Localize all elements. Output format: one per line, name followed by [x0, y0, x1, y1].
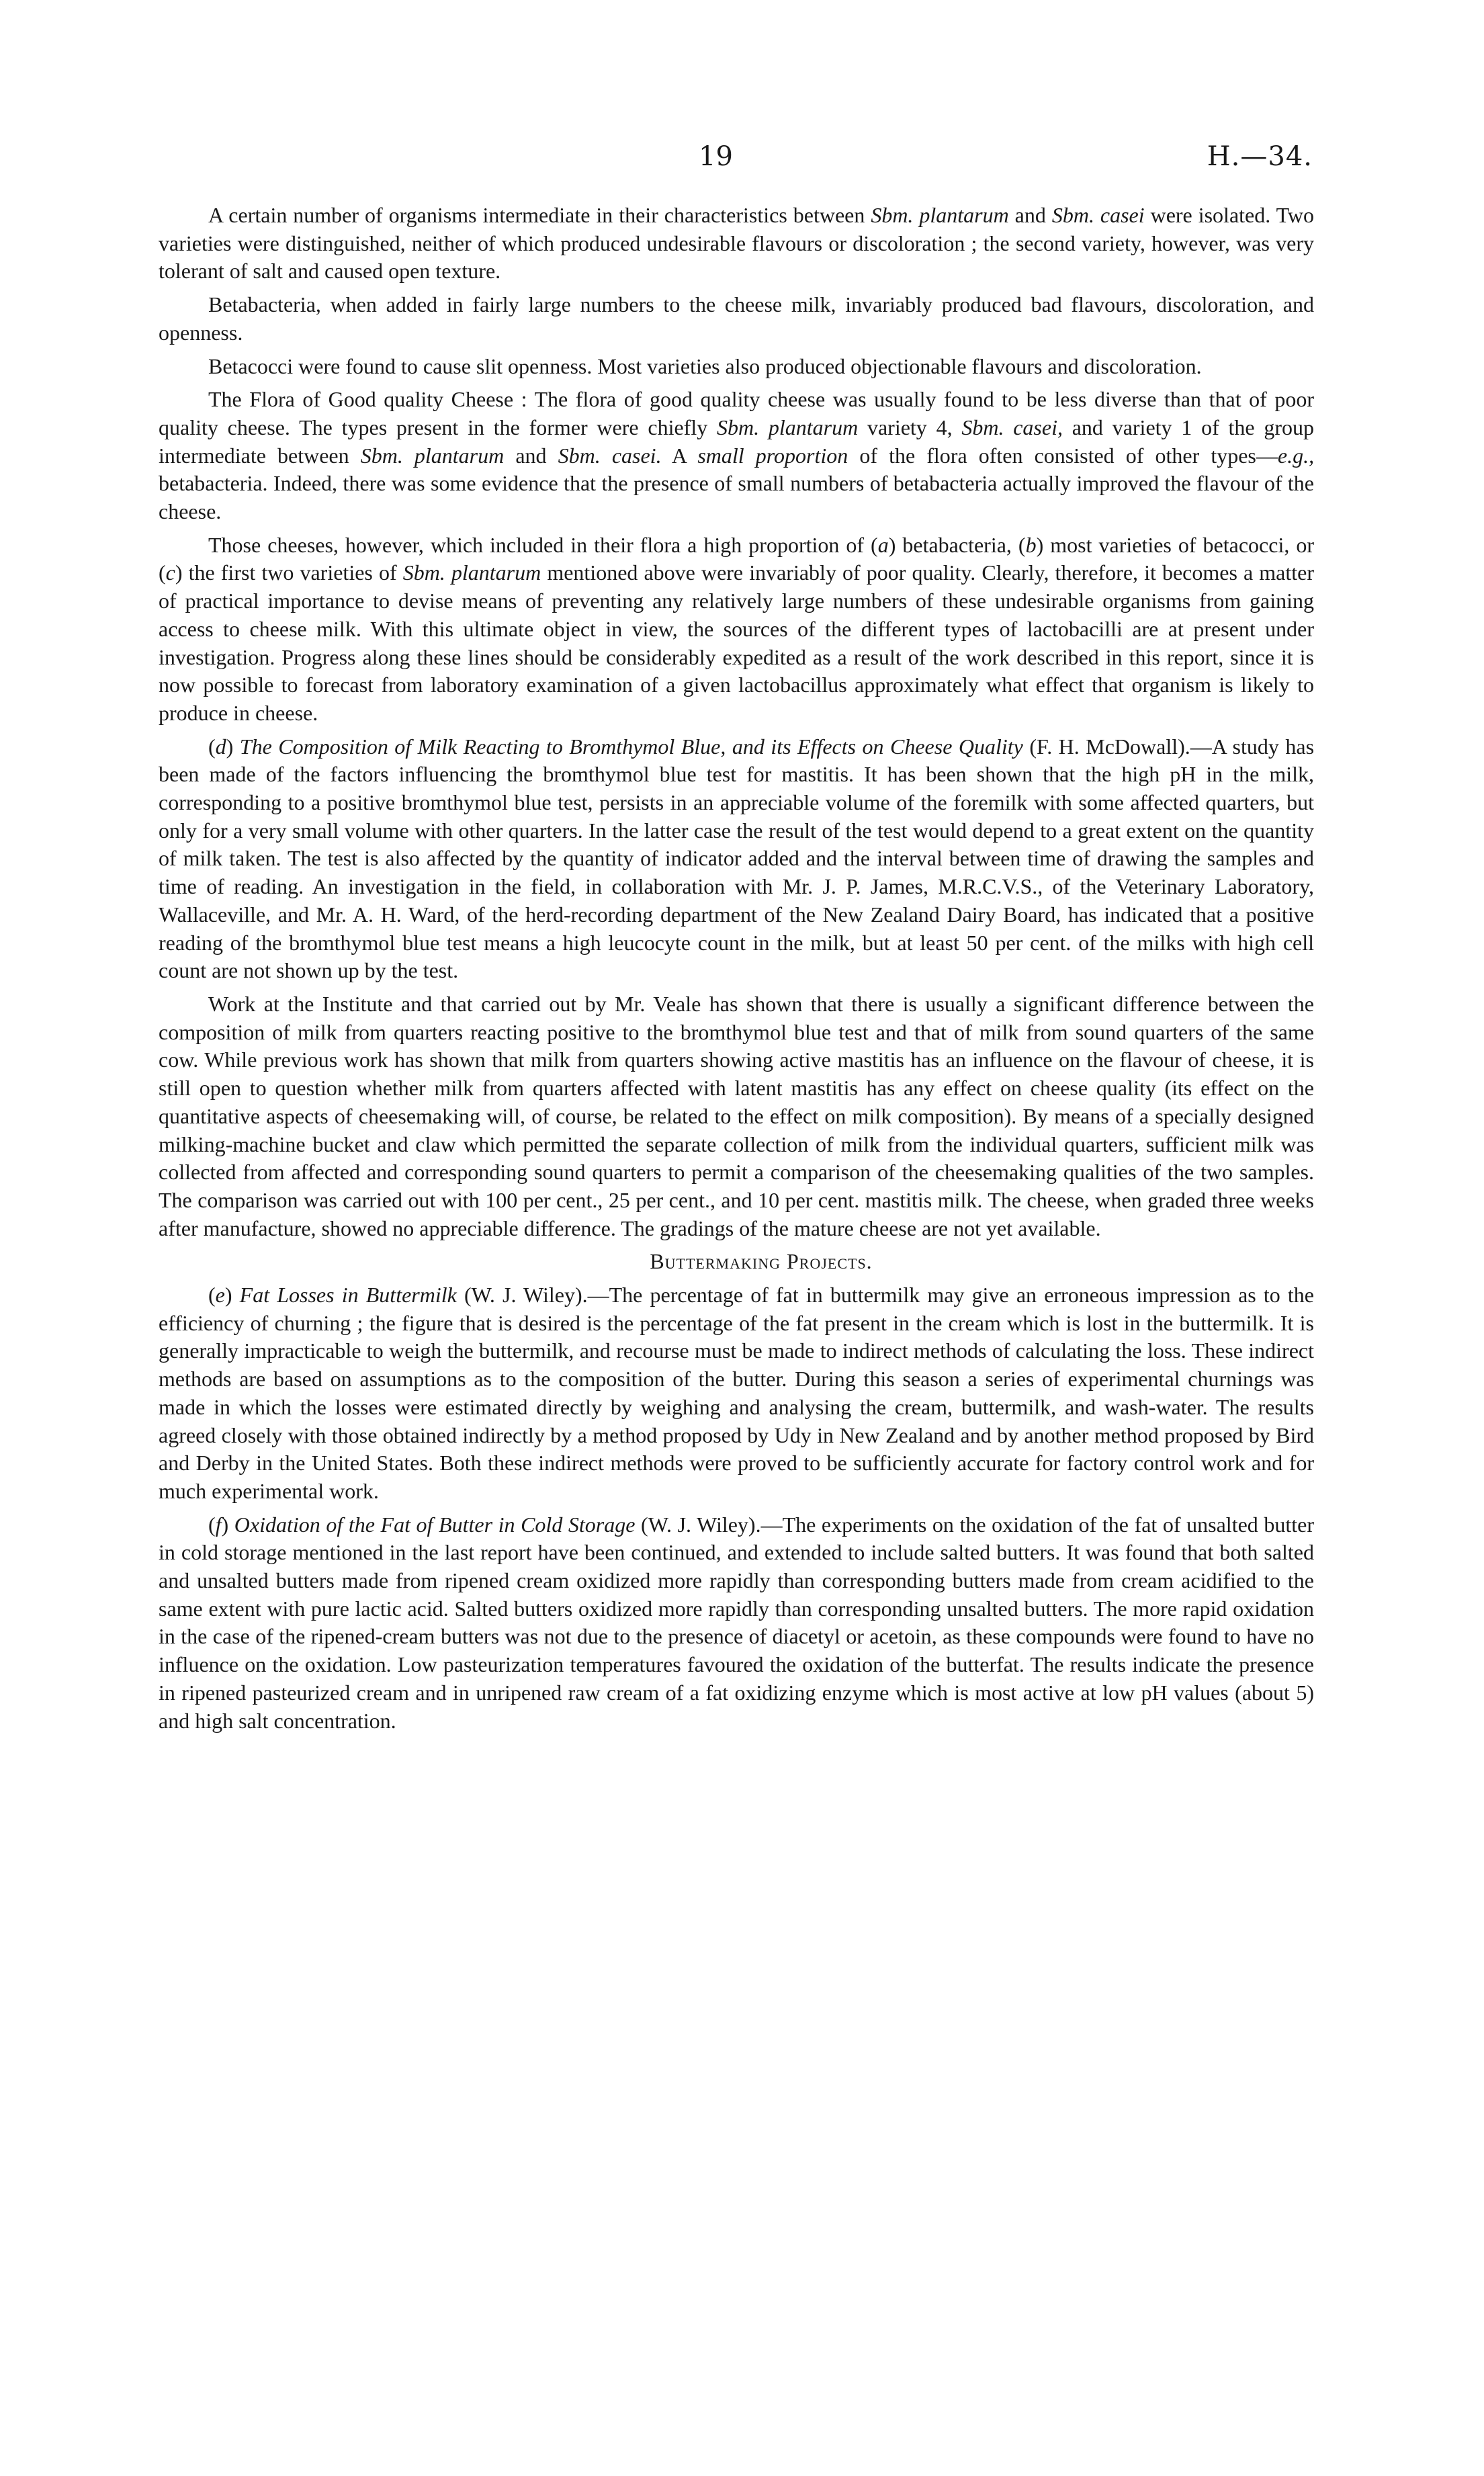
italic-text: Oxidation of the Fat of Butter in Cold Storage: [234, 1512, 636, 1537]
paragraph-betacocci: Betacocci were found to cause slit openness. Most varieties also produced objectionable flavours and discoloration.: [208, 353, 1202, 378]
italic-text: Sbm. plantarum: [871, 203, 1009, 227]
italic-text: Sbm. casei,: [961, 415, 1063, 439]
italic-text: Sbm. plantarum: [716, 415, 859, 439]
italic-text: The Composition of Milk Reacting to Bromthymol Blue, and its Effects on Cheese Quality: [239, 734, 1023, 759]
italic-text: c: [165, 560, 175, 585]
paragraph-bromthymol-blue: (d) The Composition of Milk Reacting to Bromthymol Blue, and its Effects on Cheese Quality (F. H. McDowall).—A study has been made of the factors influencing the bromthymol blue test for mastitis. It has been shown that the high pH in the milk, corresponding to a positive bromthymol blue test, persists in an appreciable volume of the foremilk with some affected quarters, but only for a very small volume with other quarters. In the latter case the result of the test would depend to a great extent on the quantity of milk taken. The test is also affected by the quantity of indicator added and the interval between time of drawing the samples and time of reading. An investigation in the field, in collaboration with Mr. J. P. James, M.R.C.V.S., of the Veterinary Laboratory, Wallaceville, and Mr. A. H. Ward, of the herd-recording department of the New Zealand Dairy Board, has indicated that a positive reading of the bromthymol blue test means a high leucocyte count in the milk, but at least 50 per cent. of the milks with high cell count are not shown up by the test.: [159, 734, 1315, 983]
italic-text: d: [215, 734, 226, 759]
italic-text: small proportion: [697, 443, 848, 468]
italic-text: e: [215, 1283, 225, 1308]
section-heading: Buttermaking Projects.: [650, 1249, 873, 1274]
paragraph-poor-quality-cheeses: Those cheeses, however, which included in their flora a high proportion of (a) betabacteria, (b) most varieties of betacocci, or (c) the first two varieties of Sbm. plantarum mentioned above were invariably of poor quality. Clearly, therefore, it becomes a matter of practical importance to devise means of preventing any relatively large numbers of these undesirable organisms from gaining access to cheese milk. With this ultimate object in view, the sources of the different types of lactobacilli are at present under investigation. Progress along these lines should be considerably expedited as a result of the work described in this report, since it is now possible to forecast from laboratory examination of a given lactobacillus approximately what effect that organism is likely to produce in cheese.: [159, 532, 1315, 725]
paragraph-intermediate-organisms: A certain number of organisms intermediate in their characteristics between Sbm. plantarum and Sbm. casei were isolated. Two varieties were distinguished, neither of which produced undesirable flavours or discoloration ; the second variety, however, was very tolerant of salt and caused open texture.: [159, 203, 1315, 284]
paragraph-mastitis-work: Work at the Institute and that carried out by Mr. Veale has shown that there is usually a significant difference between the composition of milk from quarters reacting positive to the bromthymol blue test and that of milk from sound quarters of the same cow. While previous work has shown that milk from quarters showing active mastitis has an influence on the flavour of cheese, it is still open to question whether milk from quarters affected with latent mastitis has any effect on cheese quality (its effect on the quantitative aspects of cheesemaking will, of course, be related to the effect on milk composition). By means of a specially designed milking-machine bucket and claw which permitted the separate collection of milk from the individual quarters, sufficient milk was collected from affected and corresponding sound quarters to permit a comparison of the cheesemaking qualities of the two samples. The comparison was carried out with 100 per cent., 25 per cent., and 10 per cent. mastitis milk. The cheese, when graded three weeks after manufacture, showed no appreciable difference. The gradings of the mature cheese are not yet available.: [159, 991, 1314, 1240]
italic-text: Fat Losses in Buttermilk: [239, 1283, 457, 1308]
italic-text: Sbm. casei.: [558, 443, 662, 468]
paragraph-oxidation: (f) Oxidation of the Fat of Butter in Cold Storage (W. J. Wiley).—The experiments on the oxidation of the fat of unsalted butter in cold storage mentioned in the last report have been continued, and extended to include salted butters. It was found that both salted and unsalted butters made from ripened cream oxidized more rapidly than corresponding butters made from cream acidified to the same extent with pure lactic acid. Salted butters oxidized more rapidly than corresponding unsalted butters. The more rapid oxidation in the case of the ripened-cream butters was not due to the presence of diacetyl or acetoin, as these compounds were found to have no influence on the oxidation. Low pasteurization temperatures favoured the oxidation of the butterfat. The results indicate the presence in ripened pasteurized cream and in unripened raw cream of a fat oxidizing enzyme which is most active at low pH values (about 5) and high salt concentration.: [159, 1512, 1315, 1733]
italic-text: e.g.,: [1277, 443, 1315, 468]
paragraph-betabacteria: Betabacteria, when added in fairly large numbers to the cheese milk, invariably produced bad flavours, discoloration, and openness.: [159, 292, 1314, 345]
italic-text: Sbm. plantarum: [402, 560, 541, 585]
italic-text: f: [215, 1512, 222, 1537]
document-reference: H.—34.: [1207, 141, 1313, 172]
document-body: [159, 202, 1314, 1740]
italic-text: a: [877, 532, 889, 557]
italic-text: Sbm. casei: [1051, 203, 1145, 227]
page-number: 19: [699, 141, 733, 172]
page-header: [0, 141, 1484, 181]
italic-text: b: [1025, 532, 1037, 557]
italic-text: Sbm. plantarum: [360, 443, 505, 468]
paragraph-good-quality-flora: The Flora of Good quality Cheese : The flora of good quality cheese was usually found to be less diverse than that of poor quality cheese. The types present in the former were chiefly Sbm. plantarum variety 4, Sbm. casei, and variety 1 of the group intermediate between Sbm. plantarum and Sbm. casei. A small proportion of the flora often consisted of other types—e.g., betabacteria. Indeed, there was some evidence that the presence of small numbers of betabacteria actually improved the flavour of the cheese.: [159, 387, 1315, 524]
paragraph-fat-losses: (e) Fat Losses in Buttermilk (W. J. Wiley).—The percentage of fat in buttermilk may give an erroneous impression as to the efficiency of churning ; the figure that is desired is the percentage of the fat present in the cream which is lost in the buttermilk. It is generally impracticable to weigh the buttermilk, and recourse must be made to indirect methods of calculating the loss. These indirect methods are based on assumptions as to the composition of the butter. During this season a series of experimental churnings was made in which the losses were estimated directly by weighing and analysing the cream, buttermilk, and wash-water. The results agreed closely with those obtained indirectly by a method proposed by Udy in New Zealand and by another method proposed by Bird and Derby in the United States. Both these indirect methods were proved to be sufficiently accurate for factory control work and for much experimental work.: [159, 1283, 1315, 1503]
